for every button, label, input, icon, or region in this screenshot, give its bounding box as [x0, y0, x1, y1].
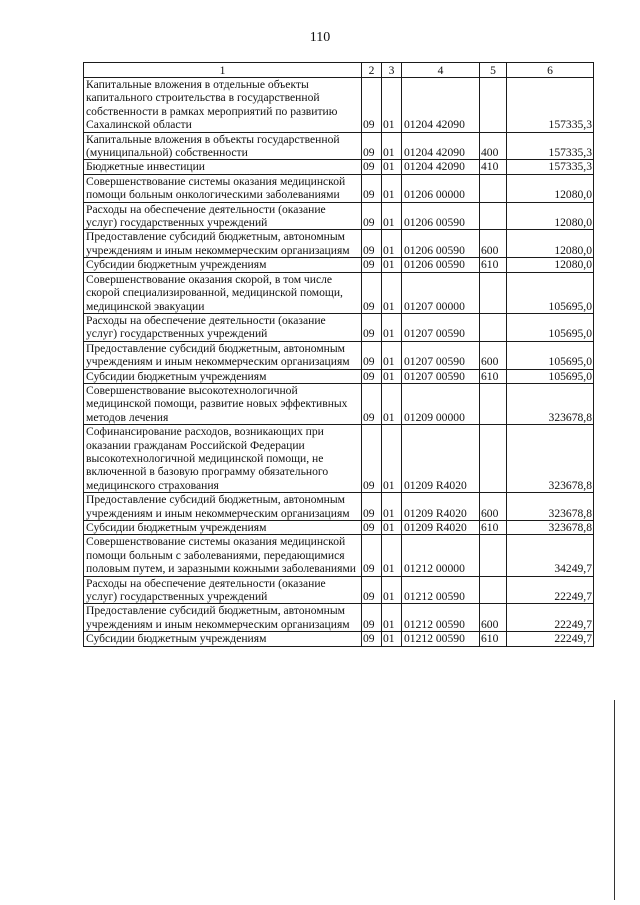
page-number: 110	[309, 30, 331, 45]
target-article-cell: 01209 R4020	[402, 521, 480, 535]
item-name-cell: Бюджетные инвестиции	[84, 160, 362, 174]
section-code-cell: 09	[362, 174, 382, 202]
target-article-cell: 01209 R4020	[402, 425, 480, 493]
expense-type-cell: 600	[480, 604, 507, 632]
expense-type-cell	[480, 78, 507, 133]
table-row	[84, 576, 594, 604]
table-row	[84, 425, 594, 493]
item-name-cell: Совершенствование системы оказания медицинской помощи больным с заболеваниями, передающимися половым путем, и заразными кожными заболеваниями	[84, 535, 362, 576]
section-code-cell: 09	[362, 258, 382, 272]
amount-cell: 323678,8	[507, 493, 594, 521]
section-code-cell: 09	[362, 383, 382, 424]
header-cell: 5	[480, 63, 507, 78]
expense-type-cell	[480, 202, 507, 230]
section-code-cell: 09	[362, 369, 382, 383]
expense-type-cell	[480, 383, 507, 424]
item-name-cell: Расходы на обеспечение деятельности (оказание услуг) государственных учреждений	[84, 202, 362, 230]
table-row	[84, 493, 594, 521]
subsection-code-cell: 01	[382, 174, 402, 202]
target-article-cell: 01204 42090	[402, 78, 480, 133]
header-cell: 3	[382, 63, 402, 78]
expense-type-cell: 610	[480, 521, 507, 535]
item-name-cell: Субсидии бюджетным учреждениям	[84, 632, 362, 646]
scan-margin-line	[614, 700, 615, 900]
header-cell: 4	[402, 63, 480, 78]
section-code-cell: 09	[362, 132, 382, 160]
target-article-cell: 01212 00590	[402, 632, 480, 646]
table-row	[84, 535, 594, 576]
expense-type-cell: 610	[480, 632, 507, 646]
amount-cell: 12080,0	[507, 202, 594, 230]
amount-cell: 323678,8	[507, 383, 594, 424]
table-row	[84, 383, 594, 424]
table-row	[84, 160, 594, 174]
item-name-cell: Субсидии бюджетным учреждениям	[84, 369, 362, 383]
item-name-cell: Предоставление субсидий бюджетным, автономным учреждениям и иным некоммерческим организациям	[84, 341, 362, 369]
expense-type-cell	[480, 425, 507, 493]
subsection-code-cell: 01	[382, 78, 402, 133]
subsection-code-cell: 01	[382, 493, 402, 521]
target-article-cell: 01207 00590	[402, 313, 480, 341]
section-code-cell: 09	[362, 341, 382, 369]
amount-cell: 157335,3	[507, 132, 594, 160]
subsection-code-cell: 01	[382, 160, 402, 174]
item-name-cell: Предоставление субсидий бюджетным, автономным учреждениям и иным некоммерческим организациям	[84, 604, 362, 632]
table-row	[84, 604, 594, 632]
section-code-cell: 09	[362, 202, 382, 230]
section-code-cell: 09	[362, 493, 382, 521]
subsection-code-cell: 01	[382, 369, 402, 383]
section-code-cell: 09	[362, 230, 382, 258]
section-code-cell: 09	[362, 78, 382, 133]
expense-type-cell: 600	[480, 230, 507, 258]
table-row	[84, 132, 594, 160]
subsection-code-cell: 01	[382, 341, 402, 369]
header-cell: 1	[84, 63, 362, 78]
table-row	[84, 632, 594, 646]
amount-cell: 105695,0	[507, 341, 594, 369]
header-cell: 6	[507, 63, 594, 78]
amount-cell: 157335,3	[507, 78, 594, 133]
item-name-cell: Совершенствование высокотехнологичной медицинской помощи, развитие новых эффективных методов лечения	[84, 383, 362, 424]
subsection-code-cell: 01	[382, 576, 402, 604]
subsection-code-cell: 01	[382, 272, 402, 313]
target-article-cell: 01212 00000	[402, 535, 480, 576]
target-article-cell: 01207 00590	[402, 341, 480, 369]
expense-type-cell	[480, 535, 507, 576]
subsection-code-cell: 01	[382, 202, 402, 230]
amount-cell: 105695,0	[507, 313, 594, 341]
expense-type-cell: 610	[480, 369, 507, 383]
table-row	[84, 174, 594, 202]
expense-type-cell: 410	[480, 160, 507, 174]
table-row	[84, 202, 594, 230]
budget-table	[83, 62, 594, 647]
target-article-cell: 01207 00590	[402, 369, 480, 383]
subsection-code-cell: 01	[382, 521, 402, 535]
item-name-cell: Капитальные вложения в объекты государственной (муниципальной) собственности	[84, 132, 362, 160]
target-article-cell: 01207 00000	[402, 272, 480, 313]
amount-cell: 22249,7	[507, 632, 594, 646]
subsection-code-cell: 01	[382, 383, 402, 424]
item-name-cell: Совершенствование оказания скорой, в том числе скорой специализированной, медицинской помощи, медицинской эвакуации	[84, 272, 362, 313]
section-code-cell: 09	[362, 425, 382, 493]
item-name-cell: Предоставление субсидий бюджетным, автономным учреждениям и иным некоммерческим организациям	[84, 493, 362, 521]
item-name-cell: Расходы на обеспечение деятельности (оказание услуг) государственных учреждений	[84, 576, 362, 604]
target-article-cell: 01206 00590	[402, 258, 480, 272]
table-row	[84, 313, 594, 341]
table-row	[84, 369, 594, 383]
table-row	[84, 521, 594, 535]
table-row	[84, 78, 594, 133]
item-name-cell: Софинансирование расходов, возникающих при оказании гражданам Российской Федерации высокотехнологичной медицинской помощи, не включенной в базовую программу обязательного медицинского страхования	[84, 425, 362, 493]
table-row	[84, 341, 594, 369]
table-row	[84, 258, 594, 272]
table-header-row	[84, 63, 594, 78]
target-article-cell: 01204 42090	[402, 132, 480, 160]
target-article-cell: 01206 00000	[402, 174, 480, 202]
subsection-code-cell: 01	[382, 132, 402, 160]
section-code-cell: 09	[362, 272, 382, 313]
target-article-cell: 01206 00590	[402, 202, 480, 230]
target-article-cell: 01212 00590	[402, 604, 480, 632]
amount-cell: 12080,0	[507, 174, 594, 202]
expense-type-cell: 600	[480, 341, 507, 369]
subsection-code-cell: 01	[382, 230, 402, 258]
item-name-cell: Расходы на обеспечение деятельности (оказание услуг) государственных учреждений	[84, 313, 362, 341]
expense-type-cell	[480, 313, 507, 341]
amount-cell: 12080,0	[507, 258, 594, 272]
amount-cell: 323678,8	[507, 521, 594, 535]
expense-type-cell	[480, 174, 507, 202]
subsection-code-cell: 01	[382, 535, 402, 576]
subsection-code-cell: 01	[382, 313, 402, 341]
table-body	[84, 63, 594, 647]
table-row	[84, 230, 594, 258]
amount-cell: 12080,0	[507, 230, 594, 258]
amount-cell: 22249,7	[507, 604, 594, 632]
expense-type-cell	[480, 576, 507, 604]
table-row	[84, 272, 594, 313]
expense-type-cell: 600	[480, 493, 507, 521]
header-cell: 2	[362, 63, 382, 78]
item-name-cell: Субсидии бюджетным учреждениям	[84, 258, 362, 272]
amount-cell: 105695,0	[507, 272, 594, 313]
target-article-cell: 01212 00590	[402, 576, 480, 604]
section-code-cell: 09	[362, 535, 382, 576]
subsection-code-cell: 01	[382, 632, 402, 646]
target-article-cell: 01206 00590	[402, 230, 480, 258]
amount-cell: 22249,7	[507, 576, 594, 604]
section-code-cell: 09	[362, 313, 382, 341]
section-code-cell: 09	[362, 632, 382, 646]
target-article-cell: 01209 R4020	[402, 493, 480, 521]
section-code-cell: 09	[362, 604, 382, 632]
section-code-cell: 09	[362, 160, 382, 174]
expense-type-cell: 610	[480, 258, 507, 272]
expense-type-cell: 400	[480, 132, 507, 160]
section-code-cell: 09	[362, 576, 382, 604]
subsection-code-cell: 01	[382, 258, 402, 272]
amount-cell: 34249,7	[507, 535, 594, 576]
target-article-cell: 01209 00000	[402, 383, 480, 424]
subsection-code-cell: 01	[382, 604, 402, 632]
section-code-cell: 09	[362, 521, 382, 535]
item-name-cell: Капитальные вложения в отдельные объекты капитального строительства в государственной собственности в рамках мероприятий по развитию Сахалинской области	[84, 78, 362, 133]
item-name-cell: Предоставление субсидий бюджетным, автономным учреждениям и иным некоммерческим организациям	[84, 230, 362, 258]
target-article-cell: 01204 42090	[402, 160, 480, 174]
amount-cell: 323678,8	[507, 425, 594, 493]
item-name-cell: Субсидии бюджетным учреждениям	[84, 521, 362, 535]
subsection-code-cell: 01	[382, 425, 402, 493]
item-name-cell: Совершенствование системы оказания медицинской помощи больным онкологическими заболеваниями	[84, 174, 362, 202]
expense-type-cell	[480, 272, 507, 313]
amount-cell: 105695,0	[507, 369, 594, 383]
amount-cell: 157335,3	[507, 160, 594, 174]
